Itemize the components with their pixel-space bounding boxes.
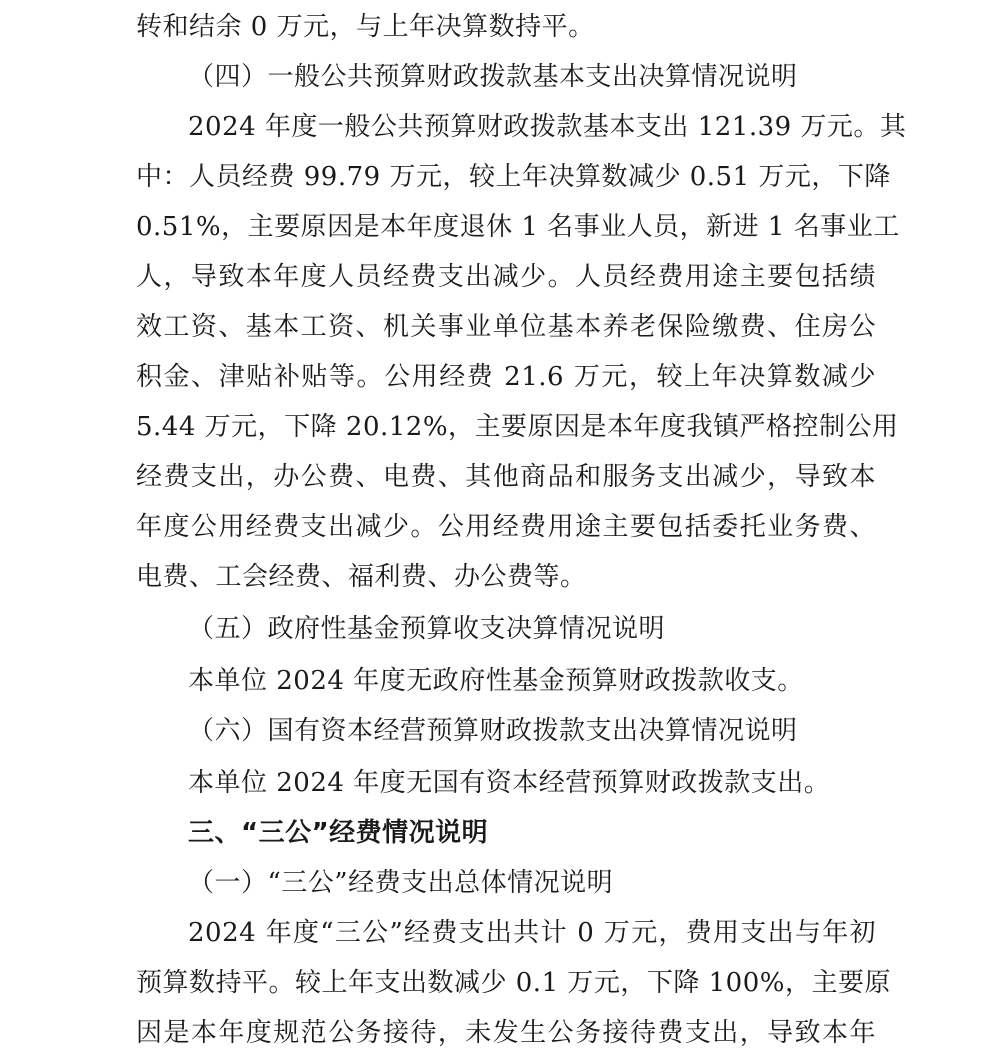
paragraph-line: 本单位 2024 年度无国有资本经营预算财政拨款支出。 xyxy=(188,768,831,798)
paragraph-line: 电费、工会经费、福利费、办公费等。 xyxy=(136,562,587,592)
paragraph-line: 经费支出，办公费、电费、其他商品和服务支出减少，导致本 xyxy=(136,462,876,492)
paragraph-line: 中：人员经费 99.79 万元，较上年决算数减少 0.51 万元，下降 xyxy=(136,162,891,192)
paragraph-line: 人，导致本年度人员经费支出减少。人员经费用途主要包括绩 xyxy=(136,262,876,292)
section-heading-6: （六）国有资本经营预算财政拨款支出决算情况说明 xyxy=(188,716,798,746)
chapter-heading-3: 三、“三公”经费情况说明 xyxy=(188,818,489,848)
paragraph-line: 2024 年度一般公共预算财政拨款基本支出 121.39 万元。其 xyxy=(188,112,907,142)
paragraph-line: 积金、津贴补贴等。公用经费 21.6 万元，较上年决算数减少 xyxy=(136,362,876,392)
paragraph-line: 因是本年度规范公务接待，未发生公务接待费支出，导致本年 xyxy=(136,1018,876,1048)
paragraph-line: 效工资、基本工资、机关事业单位基本养老保险缴费、住房公 xyxy=(136,312,876,342)
paragraph-line: 0.51%，主要原因是本年度退休 1 名事业人员，新进 1 名事业工 xyxy=(136,212,900,242)
paragraph-line: 5.44 万元，下降 20.12%，主要原因是本年度我镇严格控制公用 xyxy=(136,412,899,442)
section-heading-1: （一）“三公”经费支出总体情况说明 xyxy=(188,868,614,898)
section-heading-4: （四）一般公共预算财政拨款基本支出决算情况说明 xyxy=(188,62,798,92)
section-heading-5: （五）政府性基金预算收支决算情况说明 xyxy=(188,614,666,644)
paragraph-line: 本单位 2024 年度无政府性基金预算财政拨款收支。 xyxy=(188,666,804,696)
paragraph-line: 年度公用经费支出减少。公用经费用途主要包括委托业务费、 xyxy=(136,512,876,542)
paragraph-line: 2024 年度“三公”经费支出共计 0 万元，费用支出与年初 xyxy=(188,918,876,948)
paragraph-line: 预算数持平。较上年支出数减少 0.1 万元，下降 100%，主要原 xyxy=(136,968,891,998)
paragraph-line: 转和结余 0 万元，与上年决算数持平。 xyxy=(136,12,595,42)
